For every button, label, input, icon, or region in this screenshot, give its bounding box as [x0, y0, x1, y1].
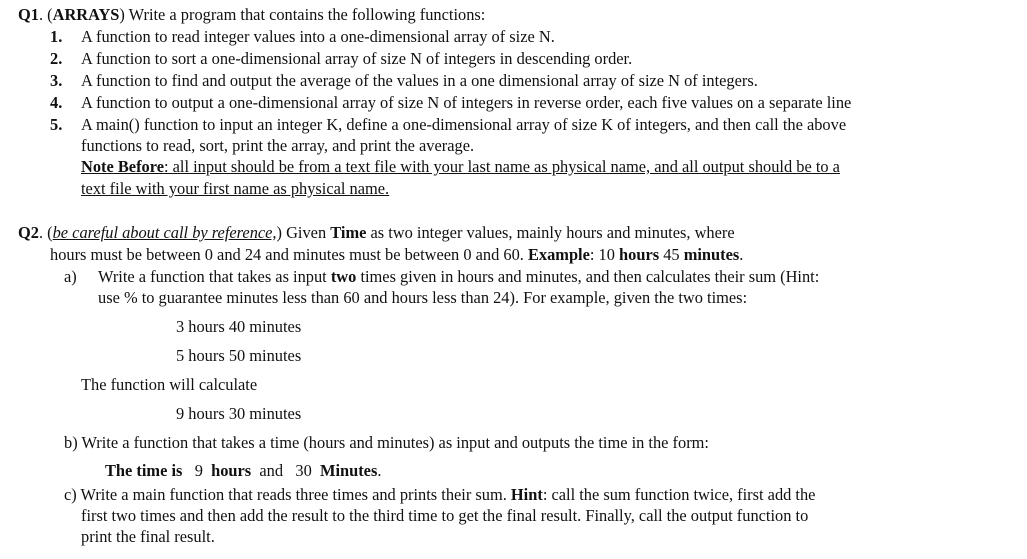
- q2-a-line2: use % to guarantee minutes less than 60 and hours less than 24). For example, given the two times:: [98, 288, 748, 307]
- q2-b-form: [105, 460, 381, 481]
- q1-dot: . (: [38, 5, 53, 24]
- q2-b-text: b) Write a function that takes a time (hours and minutes) as input and outputs the time in the form:: [64, 433, 709, 452]
- q2-a-line1: [98, 266, 819, 287]
- q2-intro-line2a: hours must be between 0 and 24 and minutes must be between 0 and 60.: [50, 245, 528, 264]
- q1-item-3-text: A function to find and output the average of the values in a one dimensional array of size N of integers.: [81, 71, 758, 90]
- q2-b-form-end: .: [377, 461, 382, 480]
- q2-b-form-h: 9: [194, 461, 203, 480]
- q2-example-45: 45: [659, 245, 684, 264]
- q2-b-form-minutes: Minutes: [319, 461, 378, 480]
- q2-c-line3: print the final result.: [81, 527, 215, 546]
- q2-a-line1a: Write a function that takes as input: [98, 267, 331, 286]
- q1-item-3-number: 3.: [50, 71, 63, 90]
- q2-c-line1b: : call the sum function twice, first add the: [542, 485, 816, 504]
- q2-after-caution: ) Given: [276, 223, 331, 242]
- q2-b-form-m: 30: [295, 461, 312, 480]
- q2-heading: [18, 222, 735, 243]
- q2-example-minutes: minutes: [683, 245, 740, 264]
- q2-intro-rest: as two integer values, mainly hours and minutes, where: [366, 223, 735, 242]
- q1-item-5-line2: functions to read, sort, print the array, and print the average.: [81, 136, 475, 155]
- q2-a-two: two: [330, 267, 357, 286]
- q2-example-label: Example: [527, 245, 590, 264]
- q2-example-end: .: [739, 245, 744, 264]
- q1-note-line1: : all input should be from a text file with your last name as physical name, and all output should be to a: [163, 157, 840, 176]
- q2-a-time1: 3 hours 40 minutes: [176, 317, 302, 336]
- q1-note: [81, 156, 840, 177]
- q2-time-word: Time: [330, 223, 367, 242]
- q1-item-4-number: 4.: [50, 93, 63, 112]
- q1-item-2-number: 2.: [50, 49, 63, 68]
- q1-item-1-text: A function to read integer values into a one-dimensional array of size N.: [81, 27, 555, 46]
- q2-a-time2: 5 hours 50 minutes: [176, 346, 302, 365]
- q2-c-line1: [64, 484, 815, 505]
- q1-item-5-number: 5.: [50, 115, 63, 134]
- q1-note-line2: text file with your first name as physical name.: [81, 179, 390, 198]
- q1-topic: ARRAYS: [52, 5, 120, 24]
- q2-label: Q2: [18, 223, 39, 242]
- q2-c-line2: first two times and then add the result to the third time to get the final result. Finally, call the output function to: [81, 506, 809, 525]
- q2-a-line1b: times given in hours and minutes, and then calculates their sum (Hint:: [356, 267, 820, 286]
- q2-b-form-label: The time is: [105, 461, 183, 480]
- q2-a-calc: The function will calculate: [81, 375, 258, 394]
- q1-item-5-line1: A main() function to input an integer K, define a one-dimensional array of size K of integers, and then call the above: [81, 115, 847, 134]
- q1-heading: [18, 4, 485, 25]
- q2-b-form-hours: hours: [211, 461, 252, 480]
- q1-note-label: Note Before: [81, 157, 164, 176]
- q1-item-1-number: 1.: [50, 27, 63, 46]
- q2-a-label: a): [64, 267, 77, 286]
- q1-label: Q1: [18, 5, 39, 24]
- q2-a-result: 9 hours 30 minutes: [176, 404, 302, 423]
- q2-c-hint: Hint: [510, 485, 543, 504]
- q2-caution: be careful about call by reference,: [52, 223, 277, 242]
- q2-b-form-and: and: [259, 461, 284, 480]
- q2-example-mid: : 10: [589, 245, 620, 264]
- q2-example-hours: hours: [619, 245, 660, 264]
- q1-item-2-text: A function to sort a one-dimensional array of size N of integers in descending order.: [81, 49, 633, 68]
- q2-intro-line2: [50, 244, 743, 265]
- q1-intro: ) Write a program that contains the following functions:: [119, 5, 486, 24]
- q2-c-line1a: c) Write a main function that reads three times and prints their sum.: [64, 485, 511, 504]
- q2-dot: . (: [38, 223, 53, 242]
- q1-item-4-text: A function to output a one-dimensional array of size N of integers in reverse order, each five values on a separate line: [81, 93, 852, 112]
